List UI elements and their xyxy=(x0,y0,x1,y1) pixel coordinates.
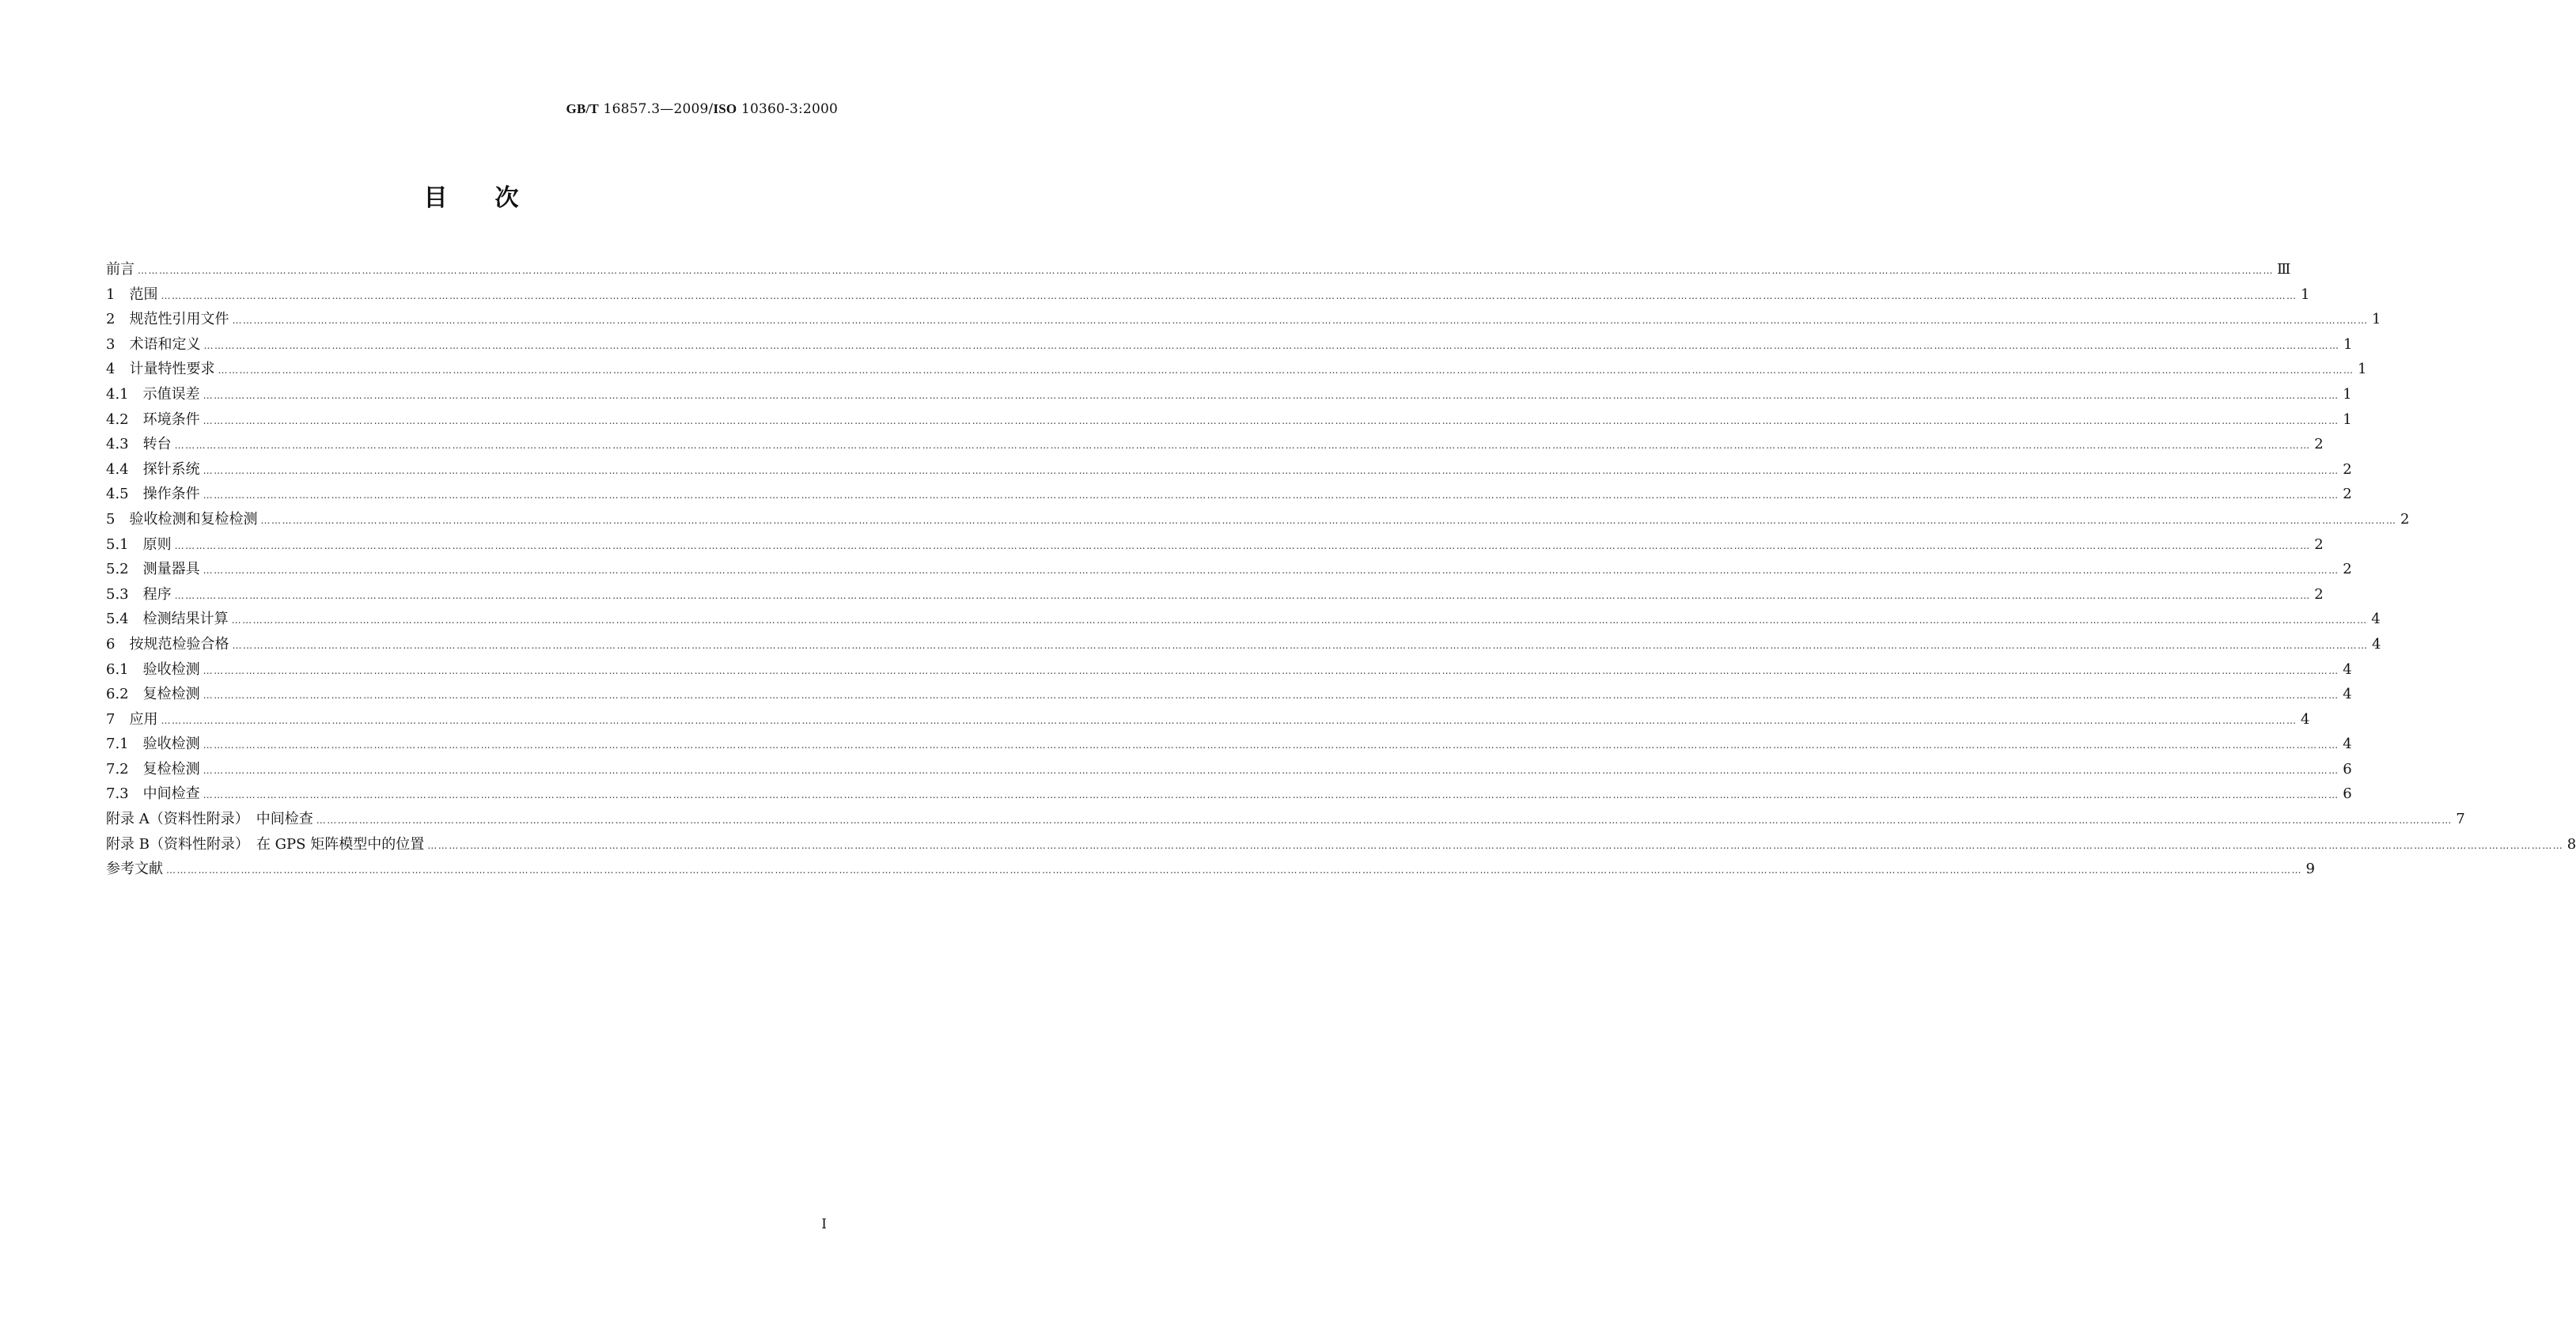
toc-entry[interactable] xyxy=(106,583,2324,608)
toc-entry[interactable] xyxy=(106,607,2381,633)
toc-entry-label[interactable]: 附录 A（资料性附录） 中间检查 xyxy=(106,811,313,828)
toc-entry-page[interactable]: 4 xyxy=(2343,686,2352,703)
toc-leader-dots: …………………………………………………………………………………………………………………………………………………………………………………………………………………………………………………………………………………………………………………………………………………………………………………………………………………………………………………………………………………………………………………………………………………… xyxy=(174,539,2311,551)
toc-entry[interactable] xyxy=(106,458,2352,483)
toc-entry-page[interactable]: 6 xyxy=(2343,760,2352,778)
toc-entry-page[interactable]: 4 xyxy=(2371,611,2381,628)
toc-entry-page[interactable]: 4 xyxy=(2301,710,2310,728)
toc-entry-label[interactable]: 2 规范性引用文件 xyxy=(106,311,229,328)
standard-code-iso-number: 10360-3:2000 xyxy=(737,101,838,117)
toc-entry-page[interactable]: 2 xyxy=(2343,486,2352,503)
toc-entry[interactable] xyxy=(106,683,2352,708)
toc-leader-dots: …………………………………………………………………………………………………………………………………………………………………………………………………………………………………………………………………………………………………………………………………………………………………………………………………………………………………………………………………………………………………………………………………………………… xyxy=(203,490,2339,501)
toc-entry-page[interactable]: 4 xyxy=(2343,736,2352,753)
toc-entry-page[interactable]: 1 xyxy=(2358,361,2367,378)
toc-entry-page[interactable]: 1 xyxy=(2301,286,2310,303)
toc-entry-label[interactable]: 前言 xyxy=(106,261,134,278)
toc-entry-page[interactable]: 2 xyxy=(2314,535,2324,553)
toc-leader-dots: …………………………………………………………………………………………………………………………………………………………………………………………………………………………………………………………………………………………………………………………………………………………………………………………………………………………………………………………………………………………………………………………………………………… xyxy=(174,440,2311,452)
toc-entry-label[interactable]: 5.1 原则 xyxy=(106,535,172,553)
toc-entry-page[interactable]: 2 xyxy=(2343,561,2352,578)
toc-leader-dots: …………………………………………………………………………………………………………………………………………………………………………………………………………………………………………………………………………………………………………………………………………………………………………………………………………………………………………………………………………………………………………………………………………………… xyxy=(203,464,2339,476)
toc-entry-label[interactable]: 7.1 验收检测 xyxy=(106,736,200,753)
toc-leader-dots: …………………………………………………………………………………………………………………………………………………………………………………………………………………………………………………………………………………………………………………………………………………………………………………………………………………………………………………………………………………………………………………………………………………… xyxy=(231,615,2368,626)
toc-entry-page[interactable]: 1 xyxy=(2343,411,2352,428)
toc-leader-dots: …………………………………………………………………………………………………………………………………………………………………………………………………………………………………………………………………………………………………………………………………………………………………………………………………………………………………………………………………………………………………………………………………………………… xyxy=(161,714,2298,726)
toc-entry[interactable] xyxy=(106,283,2310,308)
standard-code-number: 16857.3—2009/ xyxy=(598,101,714,117)
toc-entry-page[interactable]: 1 xyxy=(2372,311,2381,328)
toc-leader-dots: …………………………………………………………………………………………………………………………………………………………………………………………………………………………………………………………………………………………………………………………………………………………………………………………………………………………………………………………………………………………………………………………………………………… xyxy=(174,589,2311,601)
table-of-contents xyxy=(106,258,2576,883)
toc-entry[interactable] xyxy=(106,633,2381,658)
toc-entry-page[interactable]: 9 xyxy=(2305,861,2315,878)
toc-entry-label[interactable]: 4.5 操作条件 xyxy=(106,486,200,503)
toc-entry[interactable] xyxy=(106,408,2352,433)
toc-entry-page[interactable]: 8 xyxy=(2567,835,2576,853)
toc-leader-dots: …………………………………………………………………………………………………………………………………………………………………………………………………………………………………………………………………………………………………………………………………………………………………………………………………………………………………………………………………………………………………………………………………………………… xyxy=(316,815,2453,827)
toc-entry[interactable] xyxy=(106,383,2352,408)
toc-entry-label[interactable]: 4.2 环境条件 xyxy=(106,411,200,428)
toc-entry[interactable] xyxy=(106,482,2352,508)
toc-entry[interactable] xyxy=(106,433,2324,458)
toc-entry[interactable] xyxy=(106,358,2367,383)
toc-entry-label[interactable]: 3 术语和定义 xyxy=(106,335,201,353)
toc-leader-dots: …………………………………………………………………………………………………………………………………………………………………………………………………………………………………………………………………………………………………………………………………………………………………………………………………………………………………………………………………………………………………………………………………………………… xyxy=(203,789,2339,801)
toc-leader-dots: …………………………………………………………………………………………………………………………………………………………………………………………………………………………………………………………………………………………………………………………………………………………………………………………………………………………………………………………………………………………………………………………………………………… xyxy=(232,639,2369,651)
toc-entry-page[interactable]: 7 xyxy=(2456,811,2465,828)
toc-entry-page[interactable]: 2 xyxy=(2314,585,2324,603)
toc-leader-dots: …………………………………………………………………………………………………………………………………………………………………………………………………………………………………………………………………………………………………………………………………………………………………………………………………………………………………………………………………………………………………………………………………………………… xyxy=(427,839,2564,851)
toc-entry[interactable] xyxy=(106,658,2352,683)
toc-leader-dots: …………………………………………………………………………………………………………………………………………………………………………………………………………………………………………………………………………………………………………………………………………………………………………………………………………………………………………………………………………………………………………………………………………………… xyxy=(203,740,2339,751)
toc-entry[interactable] xyxy=(106,533,2324,558)
toc-entry-page[interactable]: Ⅲ xyxy=(2277,261,2291,278)
toc-leader-dots: …………………………………………………………………………………………………………………………………………………………………………………………………………………………………………………………………………………………………………………………………………………………………………………………………………………………………………………………………………………………………………………………………………………… xyxy=(203,664,2339,676)
toc-entry-label[interactable]: 6 按规范检验合格 xyxy=(106,635,229,653)
toc-entry-label[interactable]: 4.3 转台 xyxy=(106,436,172,453)
toc-entry[interactable] xyxy=(106,308,2381,333)
toc-entry-label[interactable]: 1 范围 xyxy=(106,286,158,303)
toc-entry-page[interactable]: 2 xyxy=(2314,436,2324,453)
toc-entry-label[interactable]: 7.3 中间检查 xyxy=(106,785,200,803)
toc-entry-label[interactable]: 4.1 示值误差 xyxy=(106,385,200,403)
toc-leader-dots: …………………………………………………………………………………………………………………………………………………………………………………………………………………………………………………………………………………………………………………………………………………………………………………………………………………………………………………………………………………………………………………………………………………… xyxy=(138,265,2274,276)
toc-entry-label[interactable]: 6.2 复检检测 xyxy=(106,686,200,703)
toc-entry-label[interactable]: 6.1 验收检测 xyxy=(106,660,200,678)
toc-entry-label[interactable]: 5.3 程序 xyxy=(106,585,172,603)
toc-entry-page[interactable]: 1 xyxy=(2343,385,2352,403)
toc-entry-page[interactable]: 2 xyxy=(2400,510,2410,528)
toc-entry[interactable] xyxy=(106,558,2352,583)
standard-code-gbt: GB/T xyxy=(566,101,599,116)
toc-leader-dots: …………………………………………………………………………………………………………………………………………………………………………………………………………………………………………………………………………………………………………………………………………………………………………………………………………………………………………………………………………………………………………………………………………………… xyxy=(203,690,2339,702)
toc-entry[interactable] xyxy=(106,258,2291,283)
toc-leader-dots: …………………………………………………………………………………………………………………………………………………………………………………………………………………………………………………………………………………………………………………………………………………………………………………………………………………………………………………………………………………………………………………………………………………… xyxy=(203,565,2339,577)
toc-entry[interactable] xyxy=(106,857,2315,883)
toc-entry[interactable] xyxy=(106,782,2352,808)
toc-entry-page[interactable]: 6 xyxy=(2343,785,2352,803)
toc-entry-label[interactable]: 参考文献 xyxy=(106,861,163,878)
toc-entry[interactable] xyxy=(106,708,2310,733)
toc-entry-label[interactable]: 5.2 测量器具 xyxy=(106,561,200,578)
toc-entry[interactable] xyxy=(106,758,2352,783)
toc-entry-page[interactable]: 4 xyxy=(2372,635,2381,653)
toc-entry[interactable] xyxy=(106,333,2353,358)
toc-entry[interactable] xyxy=(106,732,2352,758)
toc-entry-page[interactable]: 1 xyxy=(2343,335,2353,353)
toc-entry[interactable] xyxy=(106,808,2465,833)
toc-entry-label[interactable]: 7 应用 xyxy=(106,710,158,728)
toc-leader-dots: …………………………………………………………………………………………………………………………………………………………………………………………………………………………………………………………………………………………………………………………………………………………………………………………………………………………………………………………………………………………………………………………………………………… xyxy=(232,315,2369,327)
toc-leader-dots: …………………………………………………………………………………………………………………………………………………………………………………………………………………………………………………………………………………………………………………………………………………………………………………………………………………………………………………………………………………………………………………………………………………… xyxy=(161,289,2298,301)
toc-leader-dots: …………………………………………………………………………………………………………………………………………………………………………………………………………………………………………………………………………………………………………………………………………………………………………………………………………………………………………………………………………………………………………………………………………………… xyxy=(203,389,2339,401)
page-number: Ⅰ xyxy=(821,1217,827,1232)
toc-entry-label[interactable]: 4 计量特性要求 xyxy=(106,361,215,378)
toc-leader-dots: …………………………………………………………………………………………………………………………………………………………………………………………………………………………………………………………………………………………………………………………………………………………………………………………………………………………………………………………………………………………………………………………………………………… xyxy=(260,514,2397,526)
toc-leader-dots: …………………………………………………………………………………………………………………………………………………………………………………………………………………………………………………………………………………………………………………………………………………………………………………………………………………………………………………………………………………………………………………………………………………… xyxy=(218,365,2354,377)
toc-entry-label[interactable]: 5.4 检测结果计算 xyxy=(106,611,229,628)
toc-leader-dots: …………………………………………………………………………………………………………………………………………………………………………………………………………………………………………………………………………………………………………………………………………………………………………………………………………………………………………………………………………………………………………………………………………………… xyxy=(166,865,2302,876)
standard-code-iso: ISO xyxy=(713,101,737,116)
toc-entry[interactable] xyxy=(106,508,2410,533)
toc-entry-page[interactable]: 2 xyxy=(2343,460,2352,478)
toc-leader-dots: …………………………………………………………………………………………………………………………………………………………………………………………………………………………………………………………………………………………………………………………………………………………………………………………………………………………………………………………………………………………………………………………………………………… xyxy=(203,339,2340,351)
toc-leader-dots: …………………………………………………………………………………………………………………………………………………………………………………………………………………………………………………………………………………………………………………………………………………………………………………………………………………………………………………………………………………………………………………………………………………… xyxy=(203,764,2339,776)
toc-entry-label[interactable]: 附录 B（资料性附录） 在 GPS 矩阵模型中的位置 xyxy=(106,835,425,853)
toc-entry-label[interactable]: 4.4 探针系统 xyxy=(106,460,200,478)
toc-entry-label[interactable]: 5 验收检测和复检检测 xyxy=(106,510,258,528)
page-title: 目次 xyxy=(423,184,566,212)
toc-leader-dots: …………………………………………………………………………………………………………………………………………………………………………………………………………………………………………………………………………………………………………………………………………………………………………………………………………………………………………………………………………………………………………………………………………………… xyxy=(203,414,2339,426)
toc-entry-page[interactable]: 4 xyxy=(2343,660,2352,678)
toc-entry[interactable] xyxy=(106,833,2576,858)
standard-code xyxy=(566,101,838,117)
toc-entry-label[interactable]: 7.2 复检检测 xyxy=(106,760,200,778)
